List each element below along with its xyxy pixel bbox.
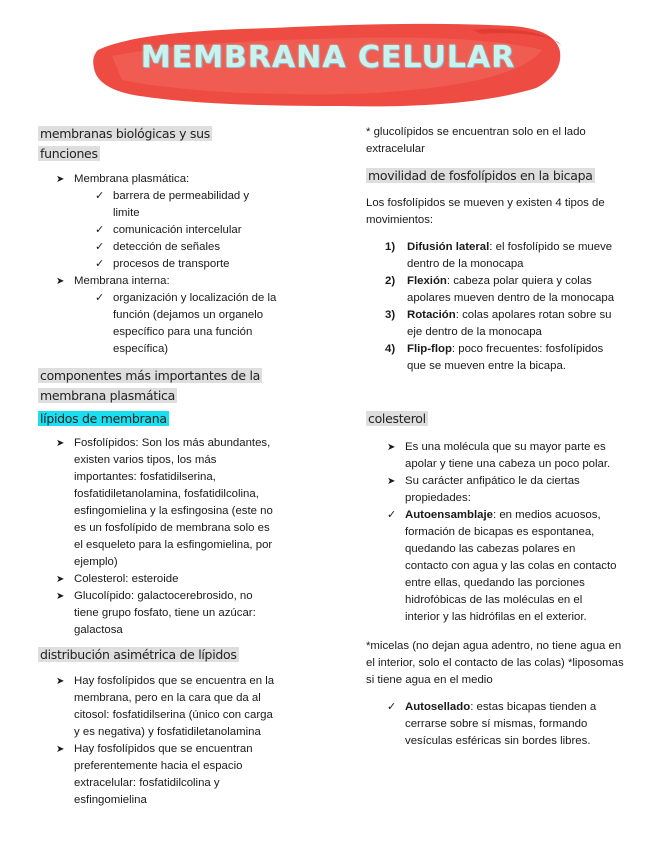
- list-item: 2) Flexión: cabeza polar quiera y colas apolares mueven dentro de la monocapa: [385, 275, 615, 304]
- list-item: ✓ comunicación intercelular: [95, 222, 278, 239]
- interna-functions: [95, 290, 278, 358]
- property-list: [387, 507, 619, 626]
- list-item: ➤ Fosfolípidos: Son los más abundantes, existen varios tipos, los más importantes: fosfatidilserina, fosfatidiletanolamina, fosfatidilcolina, esfingomielina y la esfingosina (este no es un fosfolípido de membrana solo es el esqueleto para la esfingomielina, por ejemplo): [56, 435, 278, 571]
- section-heading-colesterol: colesterol: [368, 411, 426, 426]
- list-item: ✓ organización y localización de la función (dejamos un organelo específico para una función específica): [95, 290, 278, 358]
- micelas-note: *micelas (no dejan agua adentro, no tiene agua en el interior, solo el contacto de las colas) *liposomas si tiene agua en el medio: [366, 640, 624, 686]
- list-item: ➤ Hay fosfolípidos que se encuentran preferentemente hacia el espacio extracelular: fosfatidilcolina y esfingomielina: [56, 741, 278, 809]
- plasmatica-functions: [95, 188, 278, 273]
- cholesterol-list: [387, 439, 619, 507]
- movements-intro: Los fosfolípidos se mueven y existen 4 tipos de movimientos:: [366, 197, 605, 226]
- list-item: ➤ Membrana interna: ✓ organización y localización de la función (dejamos un organelo específico para una función específica): [56, 273, 278, 358]
- list-item: ✓ detección de señales: [95, 239, 278, 256]
- section-heading-movilidad: movilidad de fosfolípidos en la bicapa: [368, 168, 593, 183]
- membrane-list: [56, 171, 278, 358]
- list-item: 3) Rotación: colas apolares rotan sobre su eje dentro de la monocapa: [385, 309, 612, 338]
- list-item: ➤ Su carácter anfipático le da ciertas propiedades:: [387, 473, 619, 507]
- list-item: ➤ Glucolípido: galactocerebrosido, no tiene grupo fosfato, tiene un azúcar: galactosa: [56, 588, 278, 639]
- list-item: ✓ Autoensamblaje: en medios acuosos, formación de bicapas es espontanea, quedando las cabezas polares en contacto con agua y las colas en contacto entre ellas, quedando las porciones hidrofóbicas de las moléculas en el interior y las hidrófilas en el exterior.: [387, 507, 619, 626]
- section-heading-componentes: componentes más importantes de la membrana plasmática: [40, 368, 260, 403]
- list-item: ✓ barrera de permeabilidad y limite: [95, 188, 278, 222]
- list-item: ➤ Membrana plasmática: ✓ barrera de permeabilidad y limite ✓ comunicación intercelular ✓ detección de señales ✓ procesos de transporte: [56, 171, 278, 273]
- glucolipid-note: * glucolípidos se encuentran solo en el lado extracelular: [366, 126, 586, 155]
- movement-list: [385, 239, 620, 375]
- autosellado-list: [387, 699, 619, 750]
- list-item: 4) Flip-flop: poco frecuentes: fosfolípidos que se mueven entre la bicapa.: [385, 343, 604, 372]
- section-heading-membranas: membranas biológicas y sus funciones: [40, 126, 210, 161]
- list-item: ➤ Es una molécula que su mayor parte es apolar y tiene una cabeza un poco polar.: [387, 439, 619, 473]
- left-column: [38, 124, 278, 809]
- right-column: [366, 124, 628, 750]
- list-item: ✓ Autosellado: estas bicapas tienden a cerrarse sobre sí mismas, formando vesículas esféricas sin bordes libres.: [387, 699, 619, 750]
- distribution-list: [56, 673, 278, 809]
- lipid-list: [56, 435, 278, 639]
- list-item: 1) Difusión lateral: el fosfolípido se mueve dentro de la monocapa: [385, 241, 613, 270]
- section-heading-distribucion: distribución asimétrica de lípidos: [40, 647, 237, 662]
- list-item: ➤ Hay fosfolípidos que se encuentra en la membrana, pero en la cara que da al citosol: fosfatidilserina (único con carga y es negativa) y fosfatidiletanolamina: [56, 673, 278, 741]
- page-title: MEMBRANA CELULAR: [140, 40, 516, 75]
- list-item: ✓ procesos de transporte: [95, 256, 278, 273]
- title-banner: [92, 16, 564, 112]
- section-heading-lipidos: lípidos de membrana: [40, 411, 167, 426]
- list-item: ➤ Colesterol: esteroide: [56, 571, 278, 588]
